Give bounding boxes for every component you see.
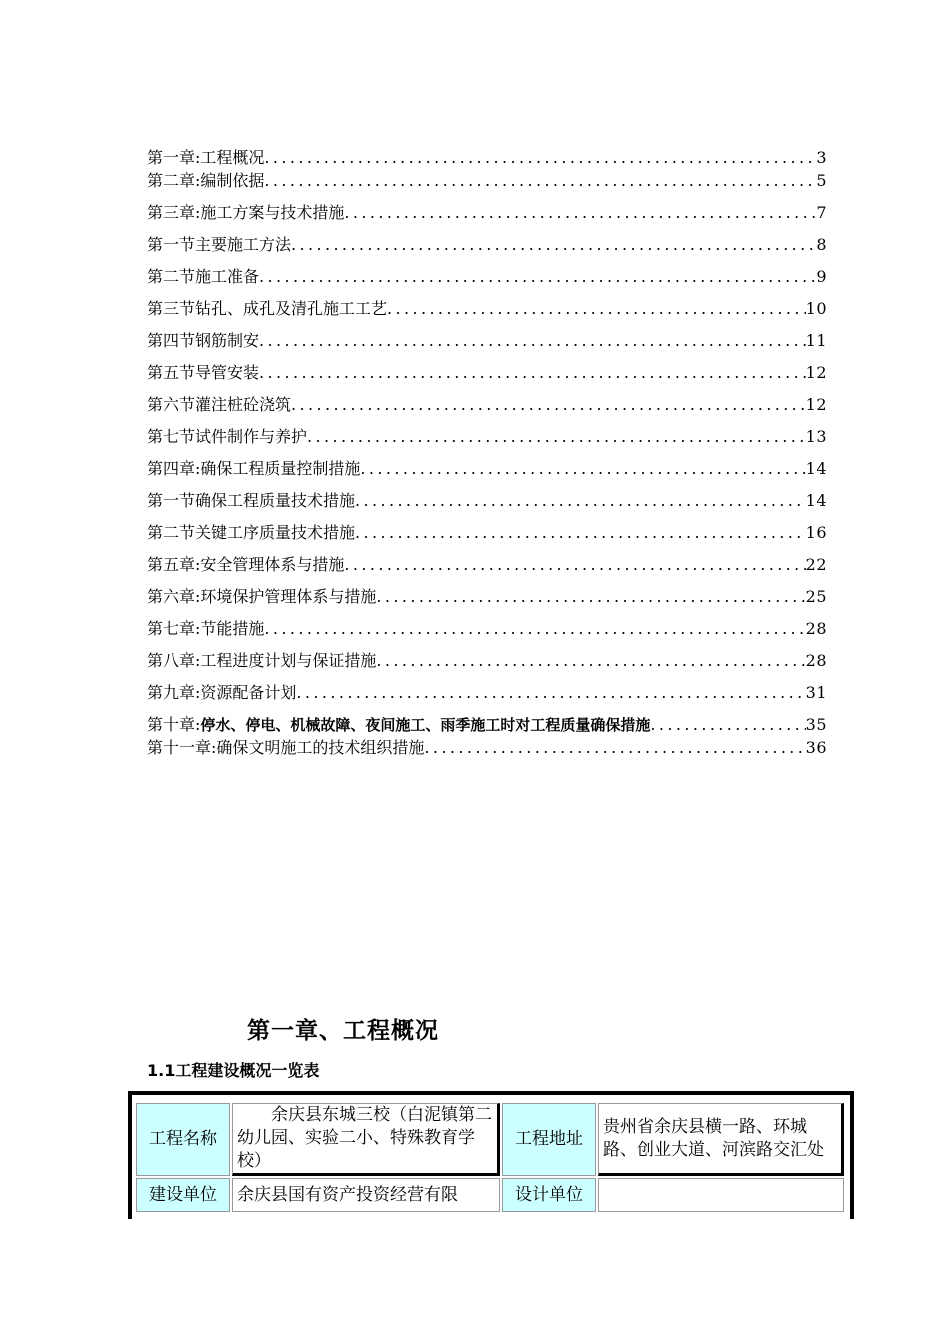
toc-entry[interactable] bbox=[147, 395, 827, 415]
toc-leader bbox=[291, 395, 806, 415]
toc-entry-title: 第二章:编制依据 bbox=[147, 171, 265, 190]
project-overview-table bbox=[134, 1101, 846, 1214]
toc-entry-title: 第一章:工程概况 bbox=[147, 148, 265, 167]
table-value-cell: 余庆县国有资产投资经营有限 bbox=[232, 1178, 500, 1212]
toc-leader bbox=[259, 331, 806, 351]
toc-entry-title: 第六章:环境保护管理体系与措施 bbox=[147, 587, 377, 606]
table-value-cell: 余庆县东城三校（白泥镇第二幼儿园、实验二小、特殊教育学校） bbox=[232, 1103, 500, 1176]
toc-entry-title: 第四章:确保工程质量控制措施 bbox=[147, 459, 361, 478]
toc-entry-title: 第四节钢筋制安 bbox=[147, 331, 260, 350]
toc-leader bbox=[344, 203, 816, 223]
toc-entry-page: 9 bbox=[816, 267, 827, 286]
project-overview-table-frame bbox=[128, 1091, 854, 1219]
toc-entry-page: 36 bbox=[805, 738, 827, 757]
toc-entry[interactable] bbox=[147, 459, 827, 479]
toc-entry-title: 第三章:施工方案与技术措施 bbox=[147, 203, 345, 222]
table-label-cell: 设计单位 bbox=[502, 1178, 596, 1212]
toc-entry-page: 13 bbox=[805, 427, 827, 446]
toc-entry[interactable] bbox=[147, 427, 827, 447]
section-title: 1.1工程建设概况一览表 bbox=[147, 1061, 320, 1080]
toc-entry[interactable] bbox=[147, 619, 827, 639]
toc-entry-title: 第三节钻孔、成孔及清孔施工工艺 bbox=[147, 299, 388, 318]
chapter-title: 第一章、工程概况 bbox=[247, 1018, 439, 1044]
toc-leader bbox=[360, 459, 805, 479]
table-row bbox=[136, 1178, 844, 1212]
toc-entry-title: 第一节确保工程质量技术措施 bbox=[147, 491, 356, 510]
toc-entry[interactable] bbox=[147, 683, 827, 703]
toc-entry[interactable] bbox=[147, 363, 827, 383]
toc-entry-page: 12 bbox=[805, 363, 827, 382]
table-value-cell bbox=[598, 1178, 844, 1212]
toc-entry-title: 第五章:安全管理体系与措施 bbox=[147, 555, 345, 574]
toc-entry-page: 5 bbox=[816, 171, 827, 190]
toc-entry-page: 28 bbox=[805, 619, 827, 638]
toc-entry-page: 25 bbox=[805, 587, 827, 606]
toc-leader bbox=[344, 555, 805, 575]
toc-leader bbox=[264, 148, 816, 168]
toc-leader bbox=[307, 427, 806, 447]
toc-leader bbox=[650, 715, 805, 735]
table-row bbox=[136, 1103, 844, 1176]
toc-entry-page: 22 bbox=[805, 555, 827, 574]
toc-entry-title: 第九章:资源配备计划 bbox=[147, 683, 297, 702]
toc-entry[interactable] bbox=[147, 235, 827, 255]
toc-leader bbox=[355, 491, 806, 511]
toc-entry-title: 第十一章:确保文明施工的技术组织措施 bbox=[147, 738, 425, 757]
toc-leader bbox=[264, 619, 805, 639]
toc-leader bbox=[376, 587, 805, 607]
toc-entry[interactable] bbox=[147, 171, 827, 191]
table-label-cell: 工程地址 bbox=[502, 1103, 596, 1176]
toc-entry[interactable] bbox=[147, 267, 827, 287]
toc-entry-title: 第二节关键工序质量技术措施 bbox=[147, 523, 356, 542]
toc-entry[interactable] bbox=[147, 331, 827, 351]
toc-entry-title: 停水、停电、机械故障、夜间施工、雨季施工时对工程质量确保措施 bbox=[200, 716, 651, 734]
toc-entry-page: 12 bbox=[805, 395, 827, 414]
toc-leader bbox=[296, 683, 805, 703]
toc-entry-page: 28 bbox=[805, 651, 827, 670]
toc-entry-page: 14 bbox=[805, 491, 827, 510]
toc-entry-page: 35 bbox=[805, 715, 827, 734]
toc-leader bbox=[355, 523, 806, 543]
toc-entry[interactable] bbox=[147, 148, 827, 168]
toc-leader bbox=[376, 651, 805, 671]
toc-entry[interactable] bbox=[147, 555, 827, 575]
toc-leader bbox=[291, 235, 816, 255]
toc-entry-page: 16 bbox=[805, 523, 827, 542]
toc-entry-title: 第八章:工程进度计划与保证措施 bbox=[147, 651, 377, 670]
toc-entry[interactable] bbox=[147, 523, 827, 543]
toc-leader bbox=[387, 299, 806, 319]
toc-entry[interactable] bbox=[147, 203, 827, 223]
toc-entry-page: 8 bbox=[816, 235, 827, 254]
table-of-contents bbox=[147, 148, 827, 770]
table-value-cell: 贵州省余庆县横一路、环城路、创业大道、河滨路交汇处 bbox=[598, 1103, 844, 1176]
toc-leader bbox=[259, 267, 816, 287]
toc-entry-page: 31 bbox=[805, 683, 827, 702]
toc-entry[interactable] bbox=[147, 715, 827, 735]
table-label-cell: 工程名称 bbox=[136, 1103, 230, 1176]
toc-entry-title: 第六节灌注桩砼浇筑 bbox=[147, 395, 292, 414]
toc-leader bbox=[264, 171, 816, 191]
table-label-cell: 建设单位 bbox=[136, 1178, 230, 1212]
toc-entry[interactable] bbox=[147, 738, 827, 758]
toc-entry-title: 第七节试件制作与养护 bbox=[147, 427, 308, 446]
toc-entry-page: 11 bbox=[805, 331, 827, 350]
toc-entry[interactable] bbox=[147, 299, 827, 319]
toc-entry-page: 3 bbox=[816, 148, 827, 167]
toc-leader bbox=[259, 363, 806, 383]
toc-entry[interactable] bbox=[147, 587, 827, 607]
toc-entry-title: 第七章:节能措施 bbox=[147, 619, 265, 638]
toc-entry-page: 14 bbox=[805, 459, 827, 478]
toc-entry-title: 第二节施工准备 bbox=[147, 267, 260, 286]
toc-entry-page: 10 bbox=[805, 299, 827, 318]
toc-entry-title: 第一节主要施工方法 bbox=[147, 235, 292, 254]
toc-entry[interactable] bbox=[147, 491, 827, 511]
toc-entry-prefix: 第十章: bbox=[147, 715, 201, 734]
toc-leader bbox=[424, 738, 805, 758]
toc-entry-page: 7 bbox=[816, 203, 827, 222]
toc-entry[interactable] bbox=[147, 651, 827, 671]
toc-entry-title: 第五节导管安装 bbox=[147, 363, 260, 382]
